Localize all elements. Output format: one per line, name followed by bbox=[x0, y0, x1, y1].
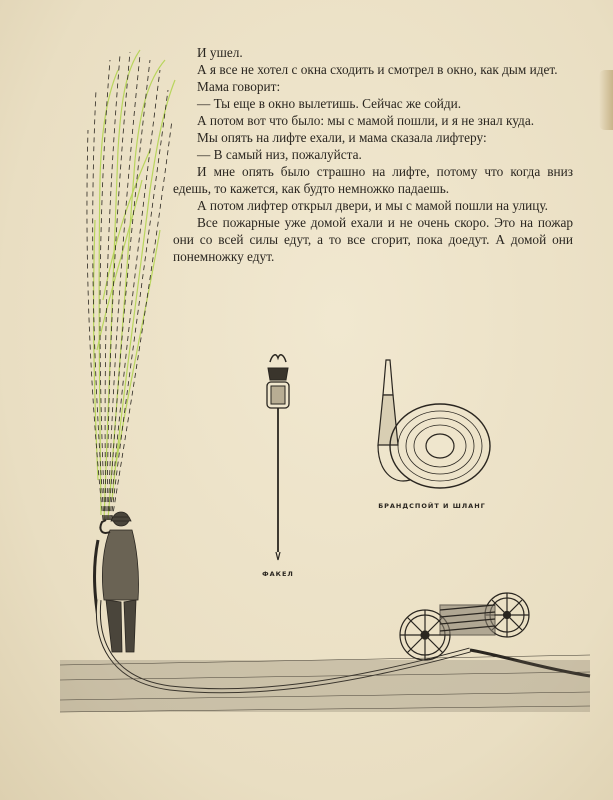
hose-caption: БРАНДСПОЙТ И ШЛАНГ bbox=[378, 502, 486, 510]
paragraph: — Ты еще в окно вылетишь. Сейчас же сойди. bbox=[197, 96, 462, 111]
paragraph: А я все не хотел с окна сходить и смотрел в окно, как дым идет. bbox=[197, 62, 558, 77]
paragraph: А потом вот что было: мы с мамой пошли, и я не знал куда. bbox=[197, 113, 535, 128]
paragraph: Мы опять на лифте ехали, и мама сказала лифтеру: bbox=[197, 130, 487, 145]
hose-coil-icon bbox=[378, 360, 490, 488]
paragraph: Все пожарные уже домой ехали и не очень скоро. Это на пожар они со всей силы едут, а то все сгорит, пока доедут. А домой они понемножку едут. bbox=[173, 215, 573, 264]
paragraph: Мама говорит: bbox=[197, 79, 281, 94]
torch-caption: ФАКЕЛ bbox=[262, 570, 294, 578]
torch-icon bbox=[267, 355, 289, 560]
paragraph: А потом лифтер открыл двери, и мы с мамой пошли на улицу. bbox=[197, 198, 548, 213]
paragraph: И мне опять было страшно на лифте, потому что когда вниз едешь, то кажется, как будто немножко падаешь. bbox=[173, 164, 573, 196]
paragraph: И ушел. bbox=[197, 45, 243, 60]
paragraph: — В самый низ, пожалуйста. bbox=[197, 147, 362, 162]
ground bbox=[60, 655, 590, 712]
